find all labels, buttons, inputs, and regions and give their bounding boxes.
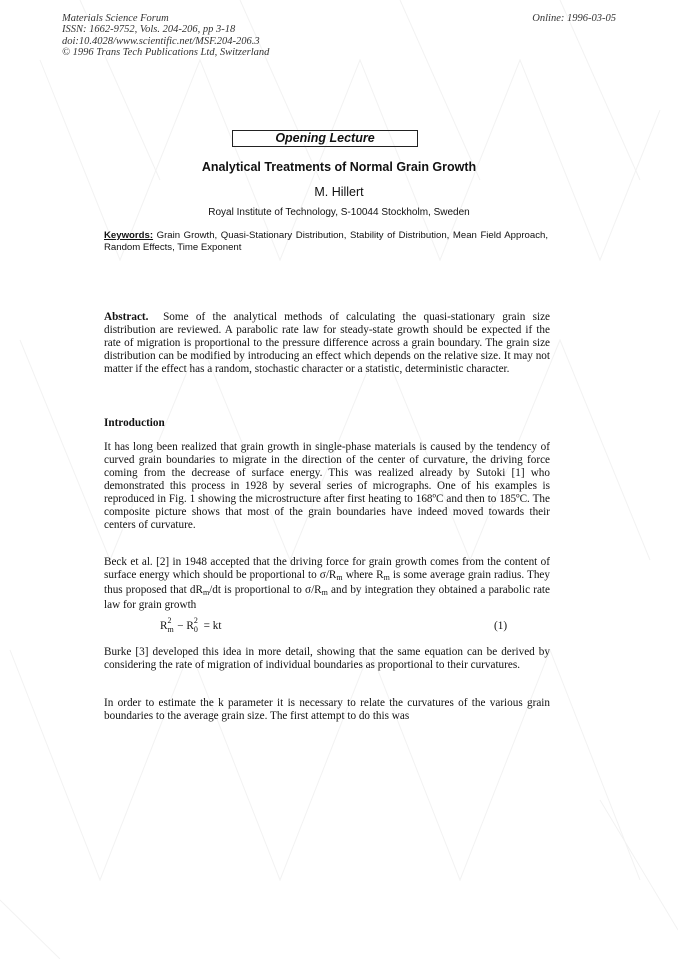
eq-sub-0: 0 <box>193 625 198 634</box>
affiliation: Royal Institute of Technology, S-10044 Stockholm, Sweden <box>208 207 470 218</box>
subscript-m: m <box>202 588 210 597</box>
keywords <box>104 230 548 254</box>
keywords-label: Keywords: <box>104 230 154 241</box>
paper-title: Analytical Treatments of Normal Grain Growth <box>201 160 477 174</box>
eq-sup: 2 <box>193 616 198 625</box>
author: M. Hillert <box>314 185 364 199</box>
p2-part-c: is some average grain radius. They thus proposed that dR <box>104 569 550 596</box>
issn-line: ISSN: 1662-9752, Vols. 204-206, pp 3-18 <box>62 24 236 36</box>
copyright-line: © 1996 Trans Tech Publications Ltd, Switzerland <box>62 47 270 59</box>
eq-sup: 2 <box>167 616 172 625</box>
p2-part-b: where R <box>342 569 384 581</box>
subscript-m: m <box>336 573 343 582</box>
eq-sub-m: m <box>167 625 174 634</box>
equation-1 <box>160 616 222 634</box>
paragraph-4: In order to estimate the k parameter it is necessary to relate the curvatures of the various grain boundaries to the average grain size. The first attempt to do this was <box>104 697 550 722</box>
section-heading-introduction: Introduction <box>104 417 165 429</box>
eq-script-m <box>167 616 174 634</box>
subscript-m: m <box>321 588 328 597</box>
abstract <box>104 311 550 376</box>
online-date: Online: 1996-03-05 <box>532 13 616 24</box>
eq-r: R <box>160 620 168 632</box>
eq-rhs: = kt <box>200 620 222 632</box>
equation-number: (1) <box>494 620 508 632</box>
p2-part-d: /dt is proportional to σ/R <box>209 584 322 596</box>
keywords-text: Grain Growth, Quasi-Stationary Distribution, Stability of Distribution, Mean Field Approach, Random Effects, Time Exponent <box>104 230 548 253</box>
paragraph-3: Burke [3] developed this idea in more detail, showing that the same equation can be derived by considering the rate of migration of individual boundaries as proportional to their curvatures. <box>104 646 550 671</box>
journal-header <box>62 13 269 59</box>
eq-r0: R <box>186 620 194 632</box>
paragraph-1: It has long been realized that grain growth in single-phase materials is caused by the tendency of curved grain boundaries to migrate in the direction of the center of curvature, the driving force coming from the decrease of surface energy. This was realized already by Sutoki [1] who demonstrated this process in 1928 by several series of micrographs. One of his examples is reproduced in Fig. 1 showing the microstructure after first heating to 168ºC and then to 185ºC. The composite picture shows that most of the grain boundaries have indeed moved towards their centers of curvature. <box>104 441 550 531</box>
eq-script-0 <box>193 616 201 634</box>
abstract-label: Abstract. <box>104 311 149 323</box>
journal-name: Materials Science Forum <box>62 13 169 24</box>
doi-line: doi:10.4028/www.scientific.net/MSF.204-206.3 <box>62 35 260 47</box>
p2-part-a: Beck et al. [2] in 1948 accepted that the driving force for grain growth comes from the content of surface energy which should be proportional to σ/R <box>104 556 550 581</box>
paragraph-2 <box>104 556 550 612</box>
eq-minus: − <box>174 620 187 632</box>
opening-lecture-banner: Opening Lecture <box>232 130 418 147</box>
p2-part-e: and by integration they obtained a parabolic rate law for grain growth <box>104 584 550 611</box>
subscript-m: m <box>383 573 390 582</box>
abstract-text: Some of the analytical methods of calculating the quasi-stationary grain size distribution are reviewed. A parabolic rate law for steady-state growth should be expected if the rate of migration is proportional to the pressure difference across a grain boundary. The grain size distribution can be modified by introducing an effect which depends on the relative size. It may not matter if the effect has a random, stochastic character or a statistic, deterministic character. <box>104 311 551 375</box>
